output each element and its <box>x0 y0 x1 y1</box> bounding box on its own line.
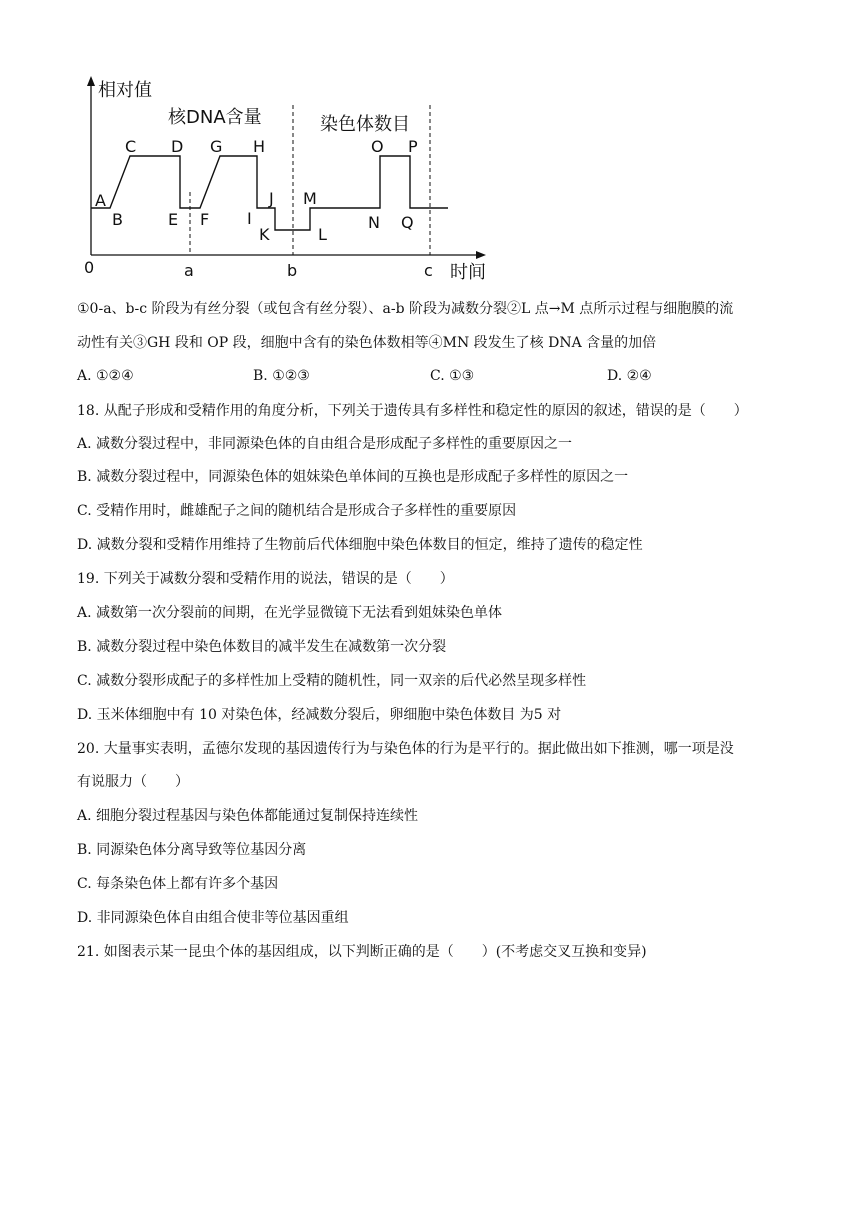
q18-option-d[interactable]: D. 减数分裂和受精作用维持了生物前后代体细胞中染色体数目的恒定，维持了遗传的稳定性 <box>77 537 643 553</box>
tick-b: b <box>287 261 298 280</box>
section-right-title: 染色体数目 <box>320 114 410 135</box>
point-H: H <box>253 137 266 156</box>
q19-option-b[interactable]: B. 减数分裂过程中染色体数目的减半发生在减数第一次分裂 <box>77 639 447 655</box>
y-axis-label: 相对值 <box>98 80 152 101</box>
point-L: L <box>318 225 327 244</box>
point-J: J <box>269 189 274 208</box>
q20-stem-line1: 20. 大量事实表明，孟德尔发现的基因遗传行为与染色体的行为是平行的。据此做出如下推测，哪一项是没 <box>77 741 734 757</box>
q20-option-a[interactable]: A. 细胞分裂过程基因与染色体都能通过复制保持连续性 <box>77 808 419 824</box>
tick-c: c <box>424 261 433 280</box>
q19-option-d[interactable]: D. 玉米体细胞中有 10 对染色体，经减数分裂后，卵细胞中染色体数目 为5 对 <box>77 707 562 723</box>
point-M: M <box>303 189 317 208</box>
q19-option-a[interactable]: A. 减数第一次分裂前的间期，在光学显微镜下无法看到姐妹染色单体 <box>77 605 503 621</box>
dna-chromosome-graph <box>70 70 510 290</box>
point-K: K <box>259 225 270 244</box>
x-axis-arrow <box>476 251 486 259</box>
point-O: O <box>371 137 384 156</box>
point-C: C <box>125 137 137 156</box>
q19-option-c[interactable]: C. 减数分裂形成配子的多样性加上受精的随机性，同一双亲的后代必然呈现多样性 <box>77 673 587 689</box>
point-G: G <box>210 137 223 156</box>
point-Q: Q <box>401 213 414 232</box>
graph-svg <box>70 70 510 290</box>
q19-stem: 19. 下列关于减数分裂和受精作用的说法，错误的是（ ） <box>77 571 454 587</box>
point-N: N <box>368 213 380 232</box>
section-left-title: 核DNA含量 <box>168 107 262 128</box>
q17-option-c[interactable]: C. ①③ <box>430 368 475 384</box>
q18-option-c[interactable]: C. 受精作用时，雌雄配子之间的随机结合是形成合子多样性的重要原因 <box>77 503 517 519</box>
tick-a: a <box>184 261 194 280</box>
q17-option-b[interactable]: B. ①②③ <box>253 368 310 384</box>
x-axis-label: 时间 <box>450 262 486 283</box>
q20-option-b[interactable]: B. 同源染色体分离导致等位基因分离 <box>77 842 307 858</box>
q18-option-a[interactable]: A. 减数分裂过程中，非同源染色体的自由组合是形成配子多样性的重要原因之一 <box>77 436 573 452</box>
point-I: I <box>247 209 252 228</box>
q17-option-a[interactable]: A. ①②④ <box>77 368 134 384</box>
point-F: F <box>200 210 210 229</box>
q20-option-d[interactable]: D. 非同源染色体自由组合使非等位基因重组 <box>77 910 349 926</box>
q17-statement-line1: ①0-a、b-c 阶段为有丝分裂（或包含有丝分裂）、a-b 阶段为减数分裂②L 点→M 点所示过程与细胞膜的流 <box>77 301 734 317</box>
q17-statement-line2: 动性有关③GH 段和 OP 段，细胞中含有的染色体数相等④MN 段发生了核 DNA 含量的加倍 <box>77 335 657 351</box>
q20-stem-line2: 有说服力（ ） <box>77 774 189 790</box>
point-B: B <box>112 210 123 229</box>
q21-stem: 21. 如图表示某一昆虫个体的基因组成，以下判断正确的是（ ）(不考虑交叉互换和变异) <box>77 944 647 960</box>
q18-option-b[interactable]: B. 减数分裂过程中，同源染色体的姐妹染色单体间的互换也是形成配子多样性的原因之一 <box>77 469 629 485</box>
point-A: A <box>95 191 106 210</box>
point-E: E <box>168 210 179 229</box>
q17-option-d[interactable]: D. ②④ <box>607 368 652 384</box>
q20-option-c[interactable]: C. 每条染色体上都有许多个基因 <box>77 876 279 892</box>
q18-stem: 18. 从配子形成和受精作用的角度分析，下列关于遗传具有多样性和稳定性的原因的叙述，错误的是（ ） <box>77 403 748 419</box>
point-P: P <box>408 137 418 156</box>
y-axis-arrow <box>87 76 95 86</box>
point-D: D <box>171 137 184 156</box>
origin-label: 0 <box>84 258 95 277</box>
